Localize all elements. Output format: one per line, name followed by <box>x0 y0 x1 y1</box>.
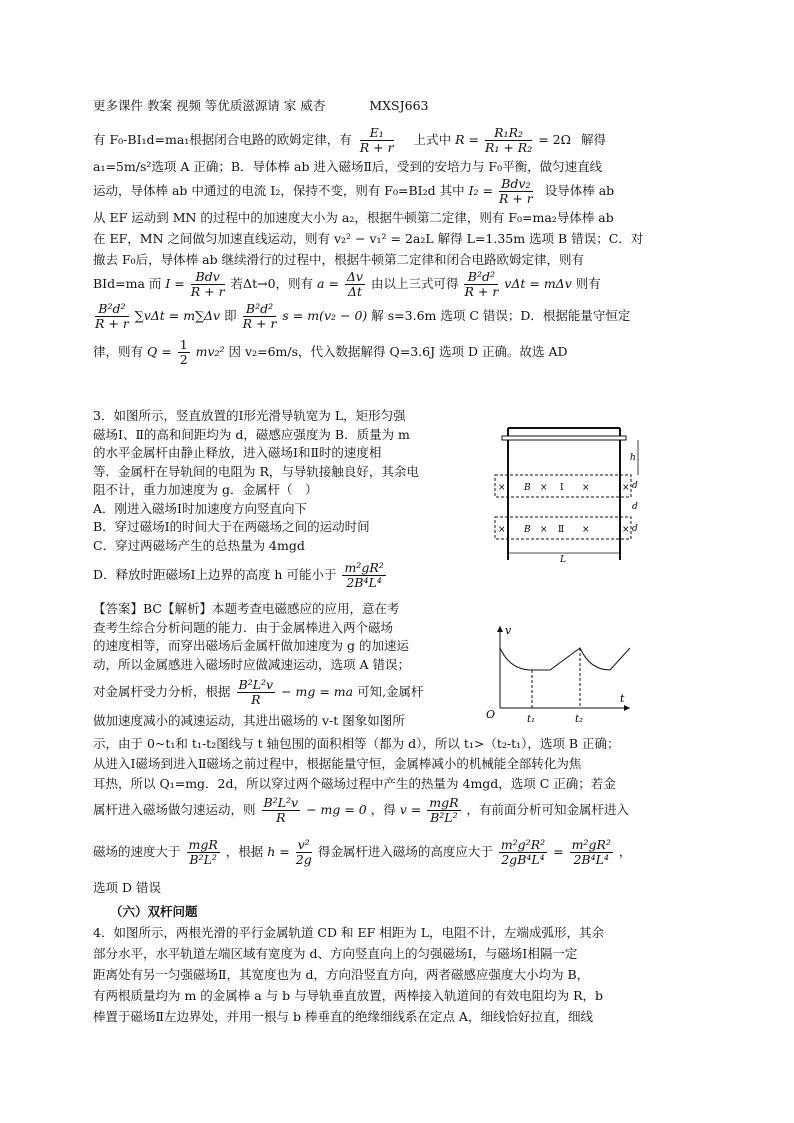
answer-line: 选项 D 错误 <box>93 880 161 895</box>
dim-L-label: L <box>560 555 566 565</box>
sol-text: 上式中 <box>413 132 452 147</box>
origin-label: O <box>486 708 496 721</box>
t1-label: t₁ <box>527 714 536 725</box>
answer-line-height: 磁场的速度大于 $\frac{\text{mgR}}{\text{B²L²}}$ ，根据 h = $\frac{\text{v²}}{2g}$ 得金属杆进入磁场的高度应大于 $\frac{\text{m²g²R²}}{\text{2gB⁴L⁴}}$ = $\frac{\text{m²gR²}}{\text{2B⁴L⁴}}$ ， <box>93 837 632 867</box>
header-text: 更多课件 教案 视频 等优质滋源请 家 威杏 <box>93 98 326 113</box>
dim-d-label: d <box>632 481 638 491</box>
q3-option-c: C．穿过两磁场产生的总热量为 4mgd <box>93 537 305 553</box>
answer-line: 做加速度减小的减速运动，其进出磁场的 v-t 图象如图所 <box>93 713 405 728</box>
dim-d-label: d <box>632 502 638 512</box>
section-heading: （六）双杆问题 <box>110 904 198 919</box>
field-x-mark: × <box>622 483 630 493</box>
sol-text: 因 v₂=6m/s，代入数据解得 Q=3.6J 选项 D 正确。故选 AD <box>228 344 568 359</box>
q3-answer-cont <box>93 734 693 898</box>
formula-h: $\frac{\text{m²gR²}}{\text{2B⁴L⁴}}$ <box>344 560 384 590</box>
answer-text: 可知,金属杆 <box>357 684 424 699</box>
sol-line-9: 律，则有 Q = $\frac{1}{2}$ mv₂² 因 v₂=6m/s，代入数据解得 Q=3.6J 选项 D 正确。故选 AD <box>93 337 568 367</box>
dim-h-label: h <box>630 453 636 463</box>
sol-line-1 <box>93 126 703 156</box>
q4-line: 有两根质量均为 m 的金属棒 a 与 b 与导轨垂直放置，两棒接入轨道间的有效电阻均为 R，b <box>93 988 604 1003</box>
q3-option-d <box>93 561 493 590</box>
answer-text: 对金属杆受力分析，根据 <box>93 684 231 699</box>
page-header <box>93 96 429 114</box>
answer-line-uniform: 属杆进入磁场做匀速运动，则 $\frac{\text{B²L²v}}{R}$ − mg = 0 ，得 v = $\frac{\text{mgR}}{\text{B²L²}}$ ，有前面分析可知金属杆进入 <box>93 795 630 825</box>
sol-line-5: 在 EF，MN 之间做匀加速直线运动，则有 v₂² − v₁² = 2a₂L 解得 L=1.35m 选项 B 错误；C．对 <box>93 231 644 246</box>
answer-text: 属杆进入磁场做匀速运动，则 <box>93 802 256 817</box>
field-x-mark: × <box>498 525 506 535</box>
field-x-mark: × <box>540 483 548 493</box>
header-code: MXSJ663 <box>369 98 429 113</box>
vt-graph <box>480 618 640 728</box>
sol-text: 即 <box>224 308 237 323</box>
formula-s: $\frac{\text{B²d²}}{R + r}$ <box>242 301 277 331</box>
axis-v-label: v <box>505 624 512 637</box>
answer-line: 【答案】BC【解析】本题考查电磁感应的应用，意在考 <box>93 601 400 616</box>
formula-R-val: = 2Ω <box>538 132 571 147</box>
formula-h-min2: $\frac{\text{m²gR²}}{\text{2B⁴L⁴}}$ <box>571 837 611 867</box>
field-B-label: B <box>524 525 531 535</box>
answer-line: 耳热，所以 Q₁=mg．2d，所以穿过两个磁场过程中产生的热量为 4mgd，选项 C 正确；若金 <box>93 776 616 791</box>
q4-line: 4．如图所示，两根光滑的平行金属轨道 CD 和 EF 相距为 L，电阻不计，左端成弧形，其余 <box>93 925 605 940</box>
formula-v: $\frac{\text{mgR}}{\text{B²L²}}$ <box>429 795 459 825</box>
answer-text: 得金属杆进入磁场的高度应大于 <box>317 844 493 859</box>
sol-line-2: a₁=5m/s²选项 A 正确；B．导体棒 ab 进入磁场Ⅱ后，受到的安培力与 F₀平衡，做匀速直线 <box>93 159 603 174</box>
sol-text: 解得 <box>580 132 606 147</box>
answer-line-force: 对金属杆受力分析，根据 $\frac{\text{B²L²v}}{R}$ − mg = ma 可知,金属杆 <box>93 677 424 707</box>
answer-text: ，根据 <box>225 844 264 859</box>
rail-field-figure <box>490 420 640 565</box>
q4-stem <box>93 922 703 1027</box>
sol-text: BId=ma 而 <box>93 276 162 291</box>
q3-stem-line: 3．如图所示，竖直放置的Ⅰ形光滑导轨宽为 L，矩形匀强 <box>93 408 406 423</box>
sol-line-8: $\frac{\text{B²d²}}{R + r}$ ∑vΔt = m∑Δv 即 $\frac{\text{B²d²}}{R + r}$ s = m(v₂ − 0) 解 s=3.6m 选项 C 错误；D．根据能量守恒定 <box>95 301 631 331</box>
formula-I2-frac: $\frac{\text{Bdv₂}}{R + r}$ <box>498 176 533 206</box>
field-x-mark: × <box>582 525 590 535</box>
q3-stem-line: 的水平金属杆由静止释放，进入磁场Ⅰ和Ⅱ时的速度相 <box>93 445 382 460</box>
q3-stem-line: 阻不计，重力加速度为 g．金属杆（ ） <box>93 482 318 497</box>
sol-line-6: 撤去 F₀后，导体棒 ab 继续滑行的过程中，根据牛顿第二定律和闭合电路欧姆定律，则有 <box>93 252 585 267</box>
formula-I: $\frac{\text{Bdv}}{R + r}$ <box>190 269 225 299</box>
sol-line-4: 从 EF 运动到 MN 的过程中的加速度大小为 a₂，根据牛顿第二定律，则有 F₀=ma₂导体棒 ab <box>93 210 614 225</box>
formula-v-min: $\frac{\text{mgR}}{\text{B²L²}}$ <box>188 837 218 867</box>
q3-stem-line: 等．金属杆在导轨间的电阻为 R，与导轨接触良好，其余电 <box>93 463 419 479</box>
sol-text: 设导体棒 ab <box>544 183 615 198</box>
field-x-mark: × <box>540 525 548 535</box>
field-x-mark: × <box>582 483 590 493</box>
answer-text: ，有前面分析可知金属杆进入 <box>466 802 630 817</box>
sol-text: 则有 <box>575 276 601 291</box>
q3-option-d-text: D．释放时距磁场Ⅰ上边界的高度 h 可能小于 <box>93 567 337 582</box>
formula-Q: $\frac{1}{2}$ <box>179 337 188 367</box>
formula-sum: $\frac{\text{B²d²}}{R + r}$ <box>95 301 129 331</box>
sol-line-3 <box>93 177 703 207</box>
answer-line: 查考生综合分析问题的能力．由于金属棒进入两个磁场 <box>93 619 394 635</box>
t2-label: t₂ <box>575 714 584 725</box>
answer-text: 磁场的速度大于 <box>93 844 181 859</box>
answer-line: 从进入Ⅰ磁场到进入Ⅱ磁场之前过程中，根据能量守恒，金属棒减小的机械能全部转化为焦 <box>93 756 582 771</box>
q3-stem-line: 磁场Ⅰ、Ⅱ的高和间距均为 d，磁感应强度为 B．质量为 m <box>93 426 410 442</box>
formula-a: $\frac{\Delta v}{\Delta t}$ <box>346 269 363 299</box>
formula-I1: $\frac{\text{E₁}}{R + r}$ <box>359 125 394 155</box>
q4-line: 棒置于磁场Ⅱ左边界处，并用一根与 b 棒垂直的绝缘细线系在定点 A，细线恰好拉直，细线 <box>93 1009 593 1024</box>
sol-line-7: BId=ma 而 I = $\frac{\text{Bdv}}{R + r}$ 若Δt→0，则有 a = $\frac{\Delta v}{\Delta t}$ 由以上三式可得 $\frac{\text{B²d²}}{R + r}$ vΔt = mΔv 则有 <box>93 269 601 299</box>
formula-b2d2: $\frac{\text{B²d²}}{R + r}$ <box>464 269 499 299</box>
answer-line: 动，所以金属感进入磁场时应做减速运动，选项 A 错误； <box>93 656 410 672</box>
q3-option-b: B．穿过磁场Ⅰ的时间大于在两磁场之间的运动时间 <box>93 519 370 534</box>
sol-text: 解 s=3.6m 选项 C 错误；D．根据能量守恒定 <box>371 308 631 323</box>
answer-line: 的速度相等，而穿出磁场后金属杆做加速度为 g 的加速运 <box>93 638 409 653</box>
formula-R-frac: $\frac{\text{R₁R₂}}{\text{R₁ + R₂}}$ <box>484 125 533 155</box>
sol-text: 有 F₀-BI₁d=ma₁根据闭合电路的欧姆定律，有 <box>93 132 352 147</box>
sol-text: 若Δt→0，则有 <box>230 276 314 291</box>
solution-q2 <box>93 126 703 370</box>
field-II-label: Ⅱ <box>558 525 565 535</box>
formula-force: $\frac{\text{B²L²v}}{R}$ <box>238 677 274 707</box>
q3-answer <box>93 600 496 731</box>
dim-d-label: d <box>632 524 638 534</box>
field-I-label: Ⅰ <box>560 483 564 493</box>
sol-text: 由以上三式可得 <box>370 276 459 291</box>
q4-line: 距离处有另一匀强磁场Ⅱ，其宽度也为 d，方向沿竖直方向，两者磁感应强度大小均为 B， <box>93 967 590 982</box>
answer-text: ， <box>618 844 632 859</box>
formula-h-v: $\frac{\text{v²}}{2g}$ <box>295 837 312 867</box>
q3-option-a: A．刚进入磁场Ⅰ时加速度方向竖直向下 <box>93 500 307 516</box>
q4-line: 部分水平，水平轨道左端区域有宽度为 d、方向竖直向上的匀强磁场Ⅰ，与磁场Ⅰ相隔一定 <box>93 946 578 961</box>
answer-text: ，得 <box>370 802 396 817</box>
formula-uniform: $\frac{\text{B²L²v}}{R}$ <box>263 795 299 825</box>
field-x-mark: × <box>498 483 506 493</box>
field-B-label: B <box>524 483 531 493</box>
sol-text: 律，则有 <box>93 344 144 359</box>
formula-I2: I₂ = <box>468 183 493 198</box>
formula-R: R = <box>455 132 479 147</box>
formula-h-min: $\frac{\text{m²g²R²}}{\text{2gB⁴L⁴}}$ <box>500 837 546 867</box>
sol-text: 运动，导体棒 ab 中通过的电流 I₂，保持不变，则有 F₀=BI₂d 其中 <box>93 183 465 198</box>
q3-stem <box>93 407 493 590</box>
field-x-mark: × <box>622 525 630 535</box>
answer-line: 示，由于 0~t₁和 t₁-t₂图线与 t 轴包围的面积相等（都为 d），所以 t₁>（t₂-t₁），选项 B 正确； <box>93 736 620 751</box>
axis-t-label: t <box>620 692 625 705</box>
